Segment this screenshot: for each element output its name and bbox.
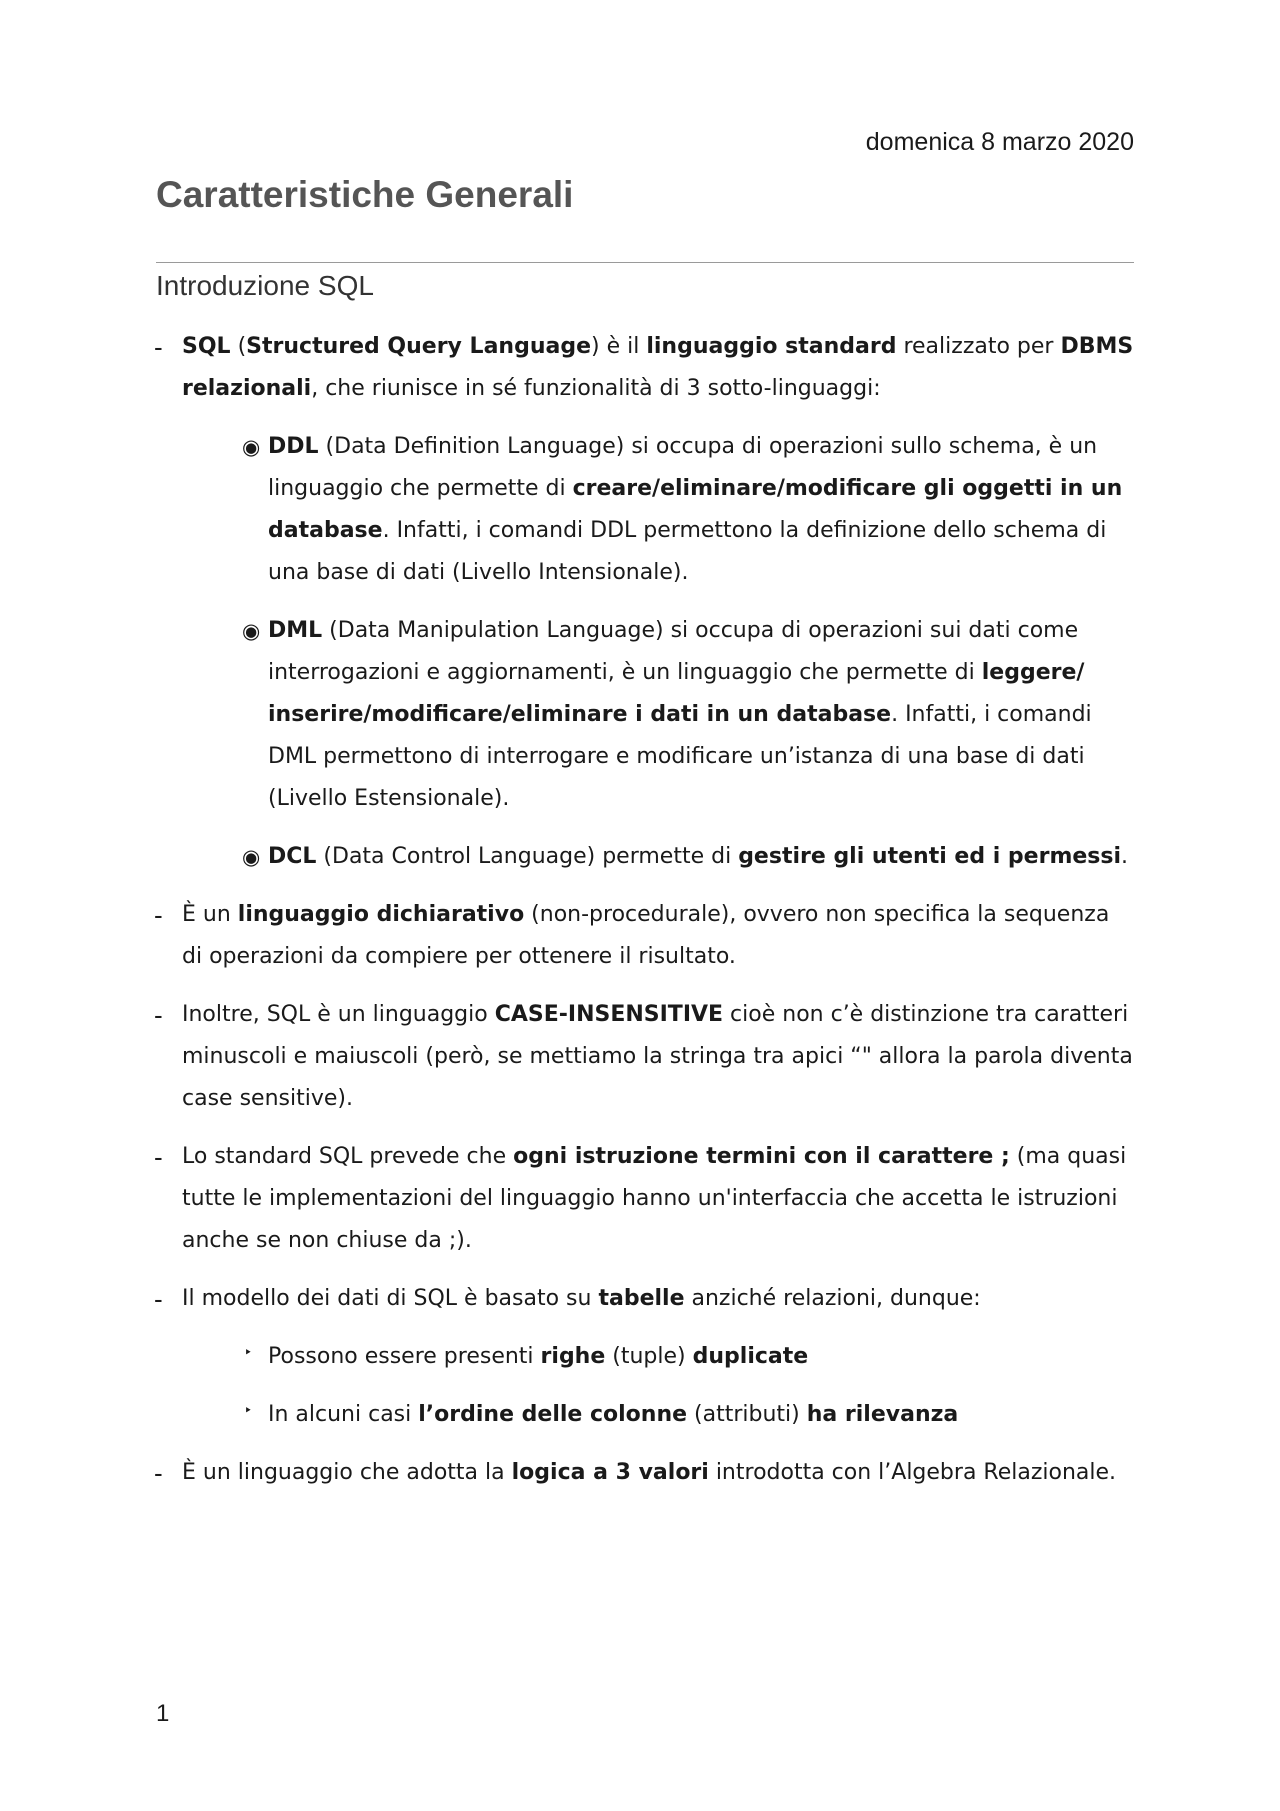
sublist-item-text bbox=[268, 1336, 1136, 1378]
circle-bullet-icon: ◉ bbox=[242, 619, 261, 643]
text: realizzato per bbox=[896, 334, 1061, 359]
bold-text: ogni istruzione termini con il carattere ; bbox=[513, 1144, 1010, 1169]
text: anziché relazioni, dunque: bbox=[684, 1286, 981, 1311]
text: È un linguaggio che adotta la bbox=[182, 1460, 512, 1485]
bold-text: l’ordine delle colonne bbox=[418, 1402, 688, 1427]
list-item-text bbox=[182, 1278, 1136, 1320]
text: È un bbox=[182, 902, 238, 927]
list-item-text bbox=[182, 1136, 1136, 1262]
sublist-item-duplicates bbox=[182, 1336, 1136, 1378]
text: . bbox=[1121, 844, 1129, 869]
bold-text: DCL bbox=[268, 844, 317, 869]
sublist-item-column-order bbox=[182, 1394, 1136, 1436]
list-item-sql-definition bbox=[156, 326, 1136, 878]
dash-bullet-icon: - bbox=[154, 1458, 163, 1488]
bold-text: CASE-INSENSITIVE bbox=[494, 1002, 724, 1027]
list-item-three-valued-logic bbox=[156, 1452, 1136, 1494]
sublist-item-ddl bbox=[182, 426, 1136, 594]
sublist-item-dcl bbox=[182, 836, 1136, 878]
section-subtitle: Introduzione SQL bbox=[156, 270, 374, 301]
page-title: Caratteristiche Generali bbox=[156, 174, 574, 215]
triangle-bullet-icon: ‣ bbox=[244, 1345, 253, 1361]
text: (Data Definition Language) si occupa di operazioni sullo schema, è un linguaggio che permette di bbox=[268, 434, 1098, 501]
sublanguage-list bbox=[182, 426, 1136, 878]
text: Il modello dei dati di SQL è basato su bbox=[182, 1286, 599, 1311]
list-item-case-insensitive bbox=[156, 994, 1136, 1120]
list-item-data-model bbox=[156, 1278, 1136, 1436]
dash-bullet-icon: - bbox=[154, 900, 163, 930]
bold-text: leggere/ inserire/modificare/eliminare i dati in un database bbox=[268, 660, 1085, 727]
dash-bullet-icon: - bbox=[154, 1000, 163, 1030]
text: introdotta con l’Algebra Relazionale. bbox=[708, 1460, 1117, 1485]
text: Inoltre, SQL è un linguaggio bbox=[182, 1002, 495, 1027]
bold-text: SQL bbox=[182, 334, 231, 359]
text: Lo standard SQL prevede che bbox=[182, 1144, 514, 1169]
text: ) è il bbox=[591, 334, 647, 359]
bold-text: creare/eliminare/modificare gli oggetti in un database bbox=[268, 476, 1123, 543]
text: (non-procedurale), ovvero non specifica la sequenza di operazioni da compiere per ottenere il risultato. bbox=[182, 902, 1110, 969]
sublist-item-text bbox=[268, 1394, 1136, 1436]
list-item-text bbox=[182, 326, 1136, 410]
text: Possono essere presenti bbox=[268, 1344, 541, 1369]
bold-text: Structured Query Language bbox=[246, 334, 592, 359]
list-item-text bbox=[182, 1452, 1136, 1494]
title-divider bbox=[156, 262, 1134, 263]
bold-text: righe bbox=[540, 1344, 606, 1369]
content-list bbox=[156, 326, 1136, 1510]
sublist-item-text bbox=[268, 426, 1136, 594]
list-item-semicolon bbox=[156, 1136, 1136, 1262]
bold-text: linguaggio standard bbox=[646, 334, 897, 359]
sublist-item-text bbox=[268, 836, 1136, 878]
bold-text: gestire gli utenti ed i permessi bbox=[738, 844, 1122, 869]
document-date: domenica 8 marzo 2020 bbox=[865, 128, 1134, 156]
text: (tuple) bbox=[605, 1344, 693, 1369]
list-item-text bbox=[182, 994, 1136, 1120]
circle-bullet-icon: ◉ bbox=[242, 845, 261, 869]
text: ( bbox=[230, 334, 247, 359]
bold-text: tabelle bbox=[598, 1286, 685, 1311]
text: (attributi) bbox=[687, 1402, 807, 1427]
triangle-bullet-icon: ‣ bbox=[244, 1403, 253, 1419]
sublist-item-dml bbox=[182, 610, 1136, 820]
text: cioè non c’è distinzione tra caratteri minuscoli e maiuscoli (però, se mettiamo la stringa tra apici “" allora la parola diventa case sensitive). bbox=[182, 1002, 1133, 1111]
text: In alcuni casi bbox=[268, 1402, 419, 1427]
circle-bullet-icon: ◉ bbox=[242, 435, 261, 459]
list-item-text bbox=[182, 894, 1136, 978]
bold-text: DML bbox=[268, 618, 323, 643]
text: (Data Manipulation Language) si occupa di operazioni sui dati come interrogazioni e aggiornamenti, è un linguaggio che permette di bbox=[268, 618, 1079, 685]
text: (ma quasi tutte le implementazioni del linguaggio hanno un'interfaccia che accetta le istruzioni anche se non chiuse da ;). bbox=[182, 1144, 1127, 1253]
text: , che riunisce in sé funzionalità di 3 sotto-linguaggi: bbox=[311, 376, 881, 401]
page-number: 1 bbox=[156, 1700, 170, 1727]
bold-text: duplicate bbox=[692, 1344, 809, 1369]
bold-text: logica a 3 valori bbox=[511, 1460, 709, 1485]
bold-text: DBMS relazionali bbox=[182, 334, 1134, 401]
dash-bullet-icon: - bbox=[154, 332, 163, 362]
bold-text: ha rilevanza bbox=[806, 1402, 959, 1427]
bold-text: linguaggio dichiarativo bbox=[237, 902, 525, 927]
dash-bullet-icon: - bbox=[154, 1142, 163, 1172]
text: . Infatti, i comandi DML permettono di interrogare e modificare un’istanza di una base di dati (Livello Estensionale). bbox=[268, 702, 1092, 811]
dash-bullet-icon: - bbox=[154, 1284, 163, 1314]
bold-text: DDL bbox=[268, 434, 319, 459]
sublist-item-text bbox=[268, 610, 1136, 820]
text: . Infatti, i comandi DDL permettono la definizione dello schema di una base di dati (Livello Intensionale). bbox=[268, 518, 1107, 585]
data-model-list bbox=[182, 1336, 1136, 1436]
list-item-declarative bbox=[156, 894, 1136, 978]
text: (Data Control Language) permette di bbox=[316, 844, 739, 869]
